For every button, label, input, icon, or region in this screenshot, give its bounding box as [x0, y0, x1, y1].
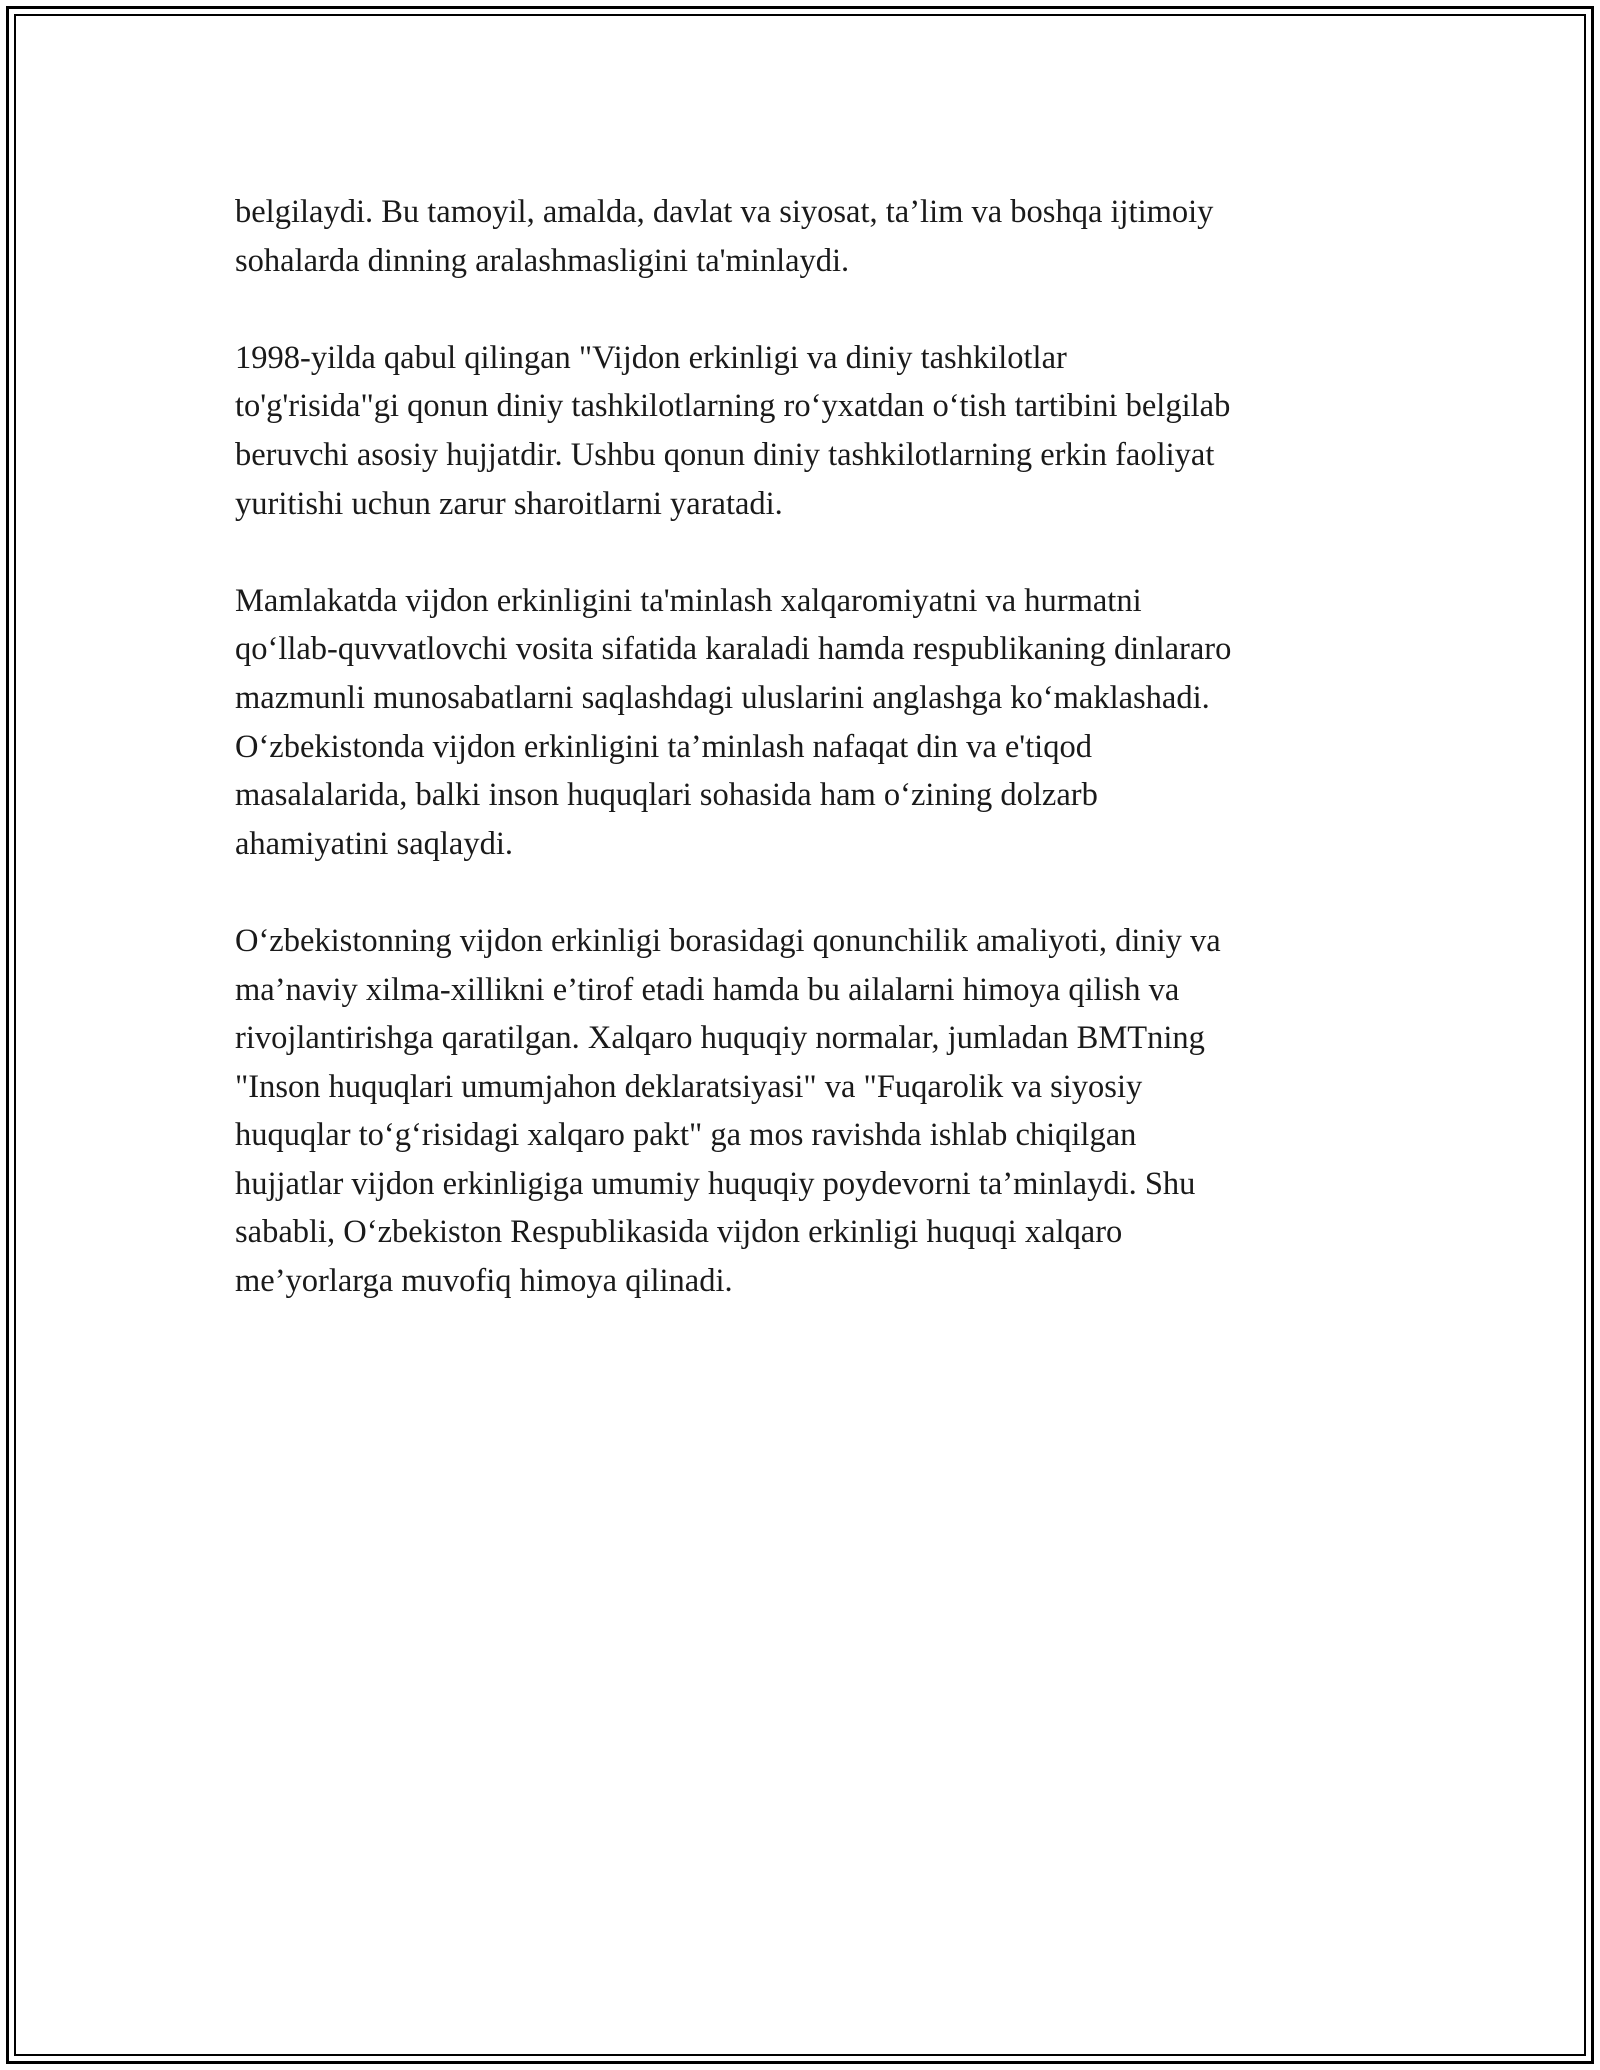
text-line: 1998-yilda qabul qilingan "Vijdon erkinligi va diniy tashkilotlar [235, 339, 1067, 376]
text-line: O‘zbekistonda vijdon erkinligini ta’minlash nafaqat din va e'tiqod [235, 728, 1092, 765]
paragraph-3 [235, 577, 1375, 869]
text-line: masalalarida, balki inson huquqlari sohasida ham o‘zining dolzarb [235, 777, 1098, 814]
text-line: rivojlantirishga qaratilgan. Xalqaro huquqiy normalar, jumladan BMTning [235, 1020, 1205, 1057]
text-line: sababli, O‘zbekiston Respublikasida vijdon erkinligi huquqi xalqaro [235, 1214, 1123, 1251]
text-line: beruvchi asosiy hujjatdir. Ushbu qonun diniy tashkilotlarning erkin faoliyat [235, 436, 1215, 473]
paragraph-1 [235, 188, 1375, 285]
text-line: ahamiyatini saqlaydi. [235, 825, 513, 862]
text-line: ma’naviy xilma-xillikni e’tirof etadi hamda bu ailalarni himoya qilish va [235, 971, 1180, 1008]
text-line: me’yorlarga muvofiq himoya qilinadi. [235, 1263, 733, 1300]
paragraph-2 [235, 334, 1375, 528]
text-line: huquqlar to‘g‘risidagi xalqaro pakt" ga mos ravishda ishlab chiqilgan [235, 1117, 1137, 1154]
text-line: belgilaydi. Bu tamoyil, amalda, davlat va siyosat, ta’lim va boshqa ijtimoiy [235, 194, 1214, 230]
text-line: qo‘llab-quvvatlovchi vosita sifatida karaladi hamda respublikaning dinlararo [235, 631, 1232, 668]
text-line: "Inson huquqlari umumjahon deklaratsiyasi" va "Fuqarolik va siyosiy [235, 1068, 1143, 1105]
text-line: hujjatlar vijdon erkinligiga umumiy huquqiy poydevorni ta’minlaydi. Shu [235, 1165, 1196, 1202]
document-body [235, 188, 1375, 1354]
text-line: mazmunli munosabatlarni saqlashdagi uluslarini anglashga ko‘maklashadi. [235, 679, 1210, 716]
text-line: Mamlakatda vijdon erkinligini ta'minlash xalqaromiyatni va hurmatni [235, 582, 1142, 619]
text-line: yuritishi uchun zarur sharoitlarni yaratadi. [235, 485, 783, 522]
text-line: to'g'risida"gi qonun diniy tashkilotlarning ro‘yxatdan o‘tish tartibini belgilab [235, 388, 1231, 425]
text-line: O‘zbekistonning vijdon erkinligi borasidagi qonunchilik amaliyoti, diniy va [235, 922, 1221, 959]
paragraph-4 [235, 917, 1375, 1306]
text-line: sohalarda dinning aralashmasligini ta'minlaydi. [235, 242, 850, 279]
